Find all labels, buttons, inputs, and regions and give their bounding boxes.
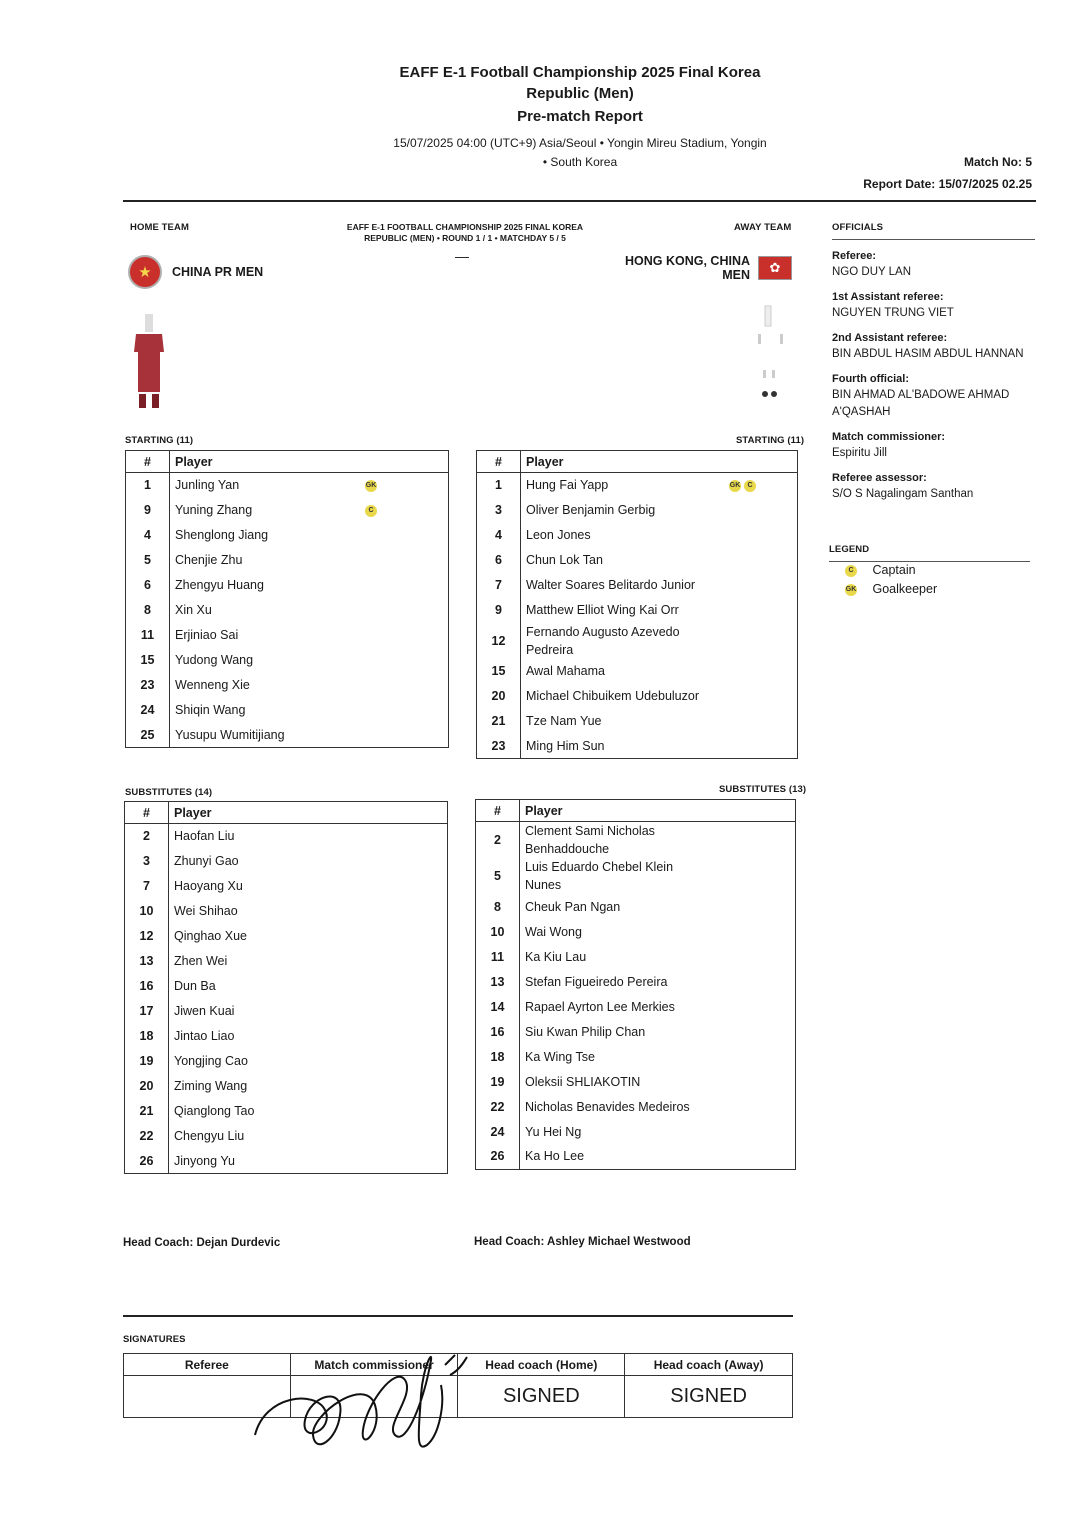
player-name-text: Ka Wing Tse [525, 1049, 595, 1064]
player-number: 18 [476, 1044, 520, 1069]
player-name-text: Tze Nam Yue [526, 714, 602, 728]
player-name-text: Chenjie Zhu [175, 553, 243, 567]
player-number: 17 [125, 999, 169, 1024]
away-team-name-line-2: MEN [722, 268, 750, 282]
player-name [169, 949, 448, 974]
player-name [521, 623, 798, 659]
official-role: Referee: [832, 250, 877, 262]
table-header [126, 451, 449, 473]
player-number: 23 [477, 734, 521, 759]
player-name-text: Ziming Wang [174, 1079, 248, 1093]
table-row [125, 824, 448, 849]
player-name-text: Haofan Liu [174, 829, 235, 844]
player-name-text: Yudong Wang [175, 653, 254, 667]
player-name [521, 498, 798, 523]
player-name-text: Ming Him Sun [526, 738, 605, 753]
player-name [170, 548, 449, 573]
player-name [521, 573, 798, 598]
match-number: Match No: 5 [963, 155, 1032, 169]
table-row [477, 659, 798, 684]
signatures-heading: SIGNATURES [123, 1334, 186, 1345]
captain-badge-icon: C [744, 480, 756, 492]
player-number: 14 [476, 994, 520, 1019]
player-name [169, 974, 448, 999]
table-row [125, 849, 448, 874]
officials-list [832, 248, 1042, 511]
player-number: 26 [476, 1144, 520, 1169]
player-name [520, 1119, 796, 1144]
table-row [126, 523, 449, 548]
official-entry [832, 289, 1042, 322]
player-name-text: Siu Kwan Philip Chan [525, 1024, 646, 1039]
table-row [125, 1049, 448, 1074]
player-name [170, 698, 449, 723]
official-entry [832, 470, 1042, 503]
table-row [125, 974, 448, 999]
away-starting-label: STARTING (11) [736, 435, 805, 446]
player-name [169, 1124, 448, 1149]
player-name-text: Luis Eduardo Chebel Klein Nunes [525, 860, 674, 892]
official-name: NGO DUY LAN [832, 266, 912, 278]
player-name-text: Nicholas Benavides Medeiros [525, 1099, 690, 1114]
player-number: 13 [125, 949, 169, 974]
table-row [126, 548, 449, 573]
player-name-text: Yuning Zhang [175, 503, 253, 517]
player-name [520, 894, 796, 919]
legend-goalkeeper-label: Goalkeeper [872, 582, 938, 596]
country: • South Korea [542, 155, 618, 169]
table-row [476, 1119, 796, 1144]
sig-col-referee: Referee [124, 1354, 291, 1376]
player-name [169, 1049, 448, 1074]
player-name [521, 734, 798, 759]
player-name-text: Jinyong Yu [174, 1153, 235, 1168]
player-number: 16 [125, 974, 169, 999]
legend-captain [842, 563, 916, 577]
table-row [477, 473, 798, 498]
competition-line-2: REPUBLIC (MEN) • ROUND 1 / 1 • MATCHDAY 5 / 5 [364, 233, 566, 243]
table-row [477, 709, 798, 734]
table-row [476, 894, 796, 919]
player-name [520, 1094, 796, 1119]
signatures-divider [123, 1315, 793, 1317]
officials-divider [832, 239, 1035, 240]
player-name-text: Qianglong Tao [174, 1104, 255, 1118]
player-number: 4 [126, 523, 170, 548]
home-starting-table [125, 450, 449, 748]
player-name-text: Clement Sami Nicholas Benhaddouche [525, 824, 655, 856]
player-name [520, 1144, 796, 1169]
officials-heading: OFFICIALS [832, 222, 884, 233]
player-number: 24 [476, 1119, 520, 1144]
score: — [455, 248, 469, 264]
player-name-text: Shenglong Jiang [175, 528, 269, 542]
player-name [170, 523, 449, 548]
player-number: 25 [126, 723, 170, 748]
player-name [170, 473, 449, 498]
player-number: 1 [477, 473, 521, 498]
table-row [125, 899, 448, 924]
player-name [170, 598, 449, 623]
player-name-text: Zhunyi Gao [174, 854, 239, 868]
official-entry [832, 429, 1042, 462]
player-name-text: Rapael Ayrton Lee Merkies [525, 999, 675, 1014]
player-name-text: Matthew Elliot Wing Kai Orr [526, 603, 679, 617]
player-name-text: Wai Wong [525, 924, 582, 939]
goalkeeper-badge-icon: GK [845, 584, 857, 596]
player-name [170, 723, 449, 748]
table-row [476, 1069, 796, 1094]
player-name [169, 1074, 448, 1099]
official-name: BIN ABDUL HASIM ABDUL HANNAN [832, 348, 1024, 360]
player-number: 7 [125, 874, 169, 899]
official-entry [832, 371, 1042, 421]
table-row [477, 623, 798, 659]
home-team-name: CHINA PR MEN [172, 265, 264, 279]
player-name-text: Haoyang Xu [174, 879, 243, 893]
official-name: S/O S Nagalingam Santhan [832, 488, 974, 500]
player-name [169, 824, 448, 849]
official-role: 2nd Assistant referee: [832, 332, 948, 344]
hong-kong-flag-icon: ✿ [758, 256, 792, 280]
player-name-text: Ka Kiu Lau [525, 949, 587, 964]
table-row [125, 1024, 448, 1049]
player-number: 7 [477, 573, 521, 598]
player-name [170, 623, 449, 648]
table-row [126, 698, 449, 723]
away-team-label: AWAY TEAM [734, 222, 792, 233]
player-number: 23 [126, 673, 170, 698]
player-number: 1 [126, 473, 170, 498]
report-date: Report Date: 15/07/2025 02.25 [863, 177, 1032, 191]
player-name [520, 822, 796, 859]
sig-head-coach-away: SIGNED [670, 1385, 747, 1407]
player-number: 10 [476, 919, 520, 944]
legend-divider [829, 561, 1030, 562]
player-name-text: Ka Ho Lee [525, 1149, 585, 1164]
player-number: 21 [125, 1099, 169, 1124]
player-name [521, 684, 798, 709]
player-number: 24 [126, 698, 170, 723]
table-row [477, 498, 798, 523]
player-name [170, 573, 449, 598]
table-row [476, 1019, 796, 1044]
table-row [125, 1149, 448, 1174]
player-name [169, 1149, 448, 1174]
table-row [126, 598, 449, 623]
player-name-text: Cheuk Pan Ngan [525, 899, 621, 914]
player-name-text: Yongjing Cao [174, 1054, 248, 1068]
sig-col-head-coach-home: Head coach (Home) [458, 1354, 625, 1376]
table-row [476, 994, 796, 1019]
player-name [169, 924, 448, 949]
player-number: 22 [476, 1094, 520, 1119]
table-row [126, 673, 449, 698]
player-number: 16 [476, 1019, 520, 1044]
table-row [477, 734, 798, 759]
sig-col-match-commissioner: Match commissioner [290, 1354, 458, 1376]
table-row [125, 874, 448, 899]
home-subs-label: SUBSTITUTES (14) [125, 787, 213, 798]
player-number: 13 [476, 969, 520, 994]
player-name [169, 874, 448, 899]
table-row [126, 473, 449, 498]
player-number: 19 [476, 1069, 520, 1094]
player-name [521, 548, 798, 573]
player-column-header: Player [520, 800, 796, 822]
official-name: BIN AHMAD AL'BADOWE AHMAD A'QASHAH [832, 389, 1010, 418]
player-name [170, 498, 449, 523]
home-kit-icon [128, 312, 172, 410]
goalkeeper-badge-icon: GK [729, 480, 741, 492]
player-name [521, 659, 798, 684]
player-name-text: Xin Xu [175, 603, 212, 617]
player-number: 10 [125, 899, 169, 924]
player-number: 2 [476, 822, 520, 859]
player-name [520, 919, 796, 944]
player-number: 26 [125, 1149, 169, 1174]
legend-heading: LEGEND [829, 544, 870, 555]
player-name [169, 1024, 448, 1049]
player-badges [362, 478, 377, 492]
table-row [125, 1124, 448, 1149]
player-name-text: Walter Soares Belitardo Junior [526, 578, 696, 592]
table-row [126, 573, 449, 598]
away-team-name [600, 254, 750, 282]
table-row [126, 648, 449, 673]
player-name [520, 1069, 796, 1094]
official-role: Fourth official: [832, 373, 909, 385]
player-name [170, 648, 449, 673]
table-row [125, 1099, 448, 1124]
player-number: 11 [126, 623, 170, 648]
table-header [477, 451, 798, 473]
legend-goalkeeper [842, 582, 937, 596]
table-row [477, 684, 798, 709]
player-name [169, 849, 448, 874]
player-number: 18 [125, 1024, 169, 1049]
player-number: 12 [125, 924, 169, 949]
title-line-3: Pre-match Report [517, 108, 643, 125]
table-row [125, 999, 448, 1024]
number-column-header: # [125, 802, 169, 824]
player-number: 22 [125, 1124, 169, 1149]
away-team-name-line-1: HONG KONG, CHINA [625, 254, 750, 268]
player-name-text: Shiqin Wang [175, 703, 246, 717]
table-row [125, 949, 448, 974]
official-role: 1st Assistant referee: [832, 291, 944, 303]
player-name-text: Oliver Benjamin Gerbig [526, 503, 656, 517]
away-subs-table [475, 799, 796, 1170]
official-role: Match commissioner: [832, 431, 946, 443]
player-number: 6 [126, 573, 170, 598]
china-flag-icon: ★ [128, 255, 162, 289]
player-number: 19 [125, 1049, 169, 1074]
player-name [169, 999, 448, 1024]
player-name [169, 899, 448, 924]
player-name-text: Jiwen Kuai [174, 1004, 235, 1018]
table-row [477, 573, 798, 598]
player-name [520, 1019, 796, 1044]
player-number: 20 [125, 1074, 169, 1099]
player-name-text: Dun Ba [174, 979, 216, 993]
player-name-text: Zhengyu Huang [175, 578, 264, 592]
player-number: 11 [476, 944, 520, 969]
away-subs-label: SUBSTITUTES (13) [719, 784, 807, 795]
competition-line-1: EAFF E-1 FOOTBALL CHAMPIONSHIP 2025 FINAL KOREA [346, 222, 584, 232]
table-header [125, 802, 448, 824]
captain-badge-icon: C [365, 505, 377, 517]
player-column-header: Player [521, 451, 798, 473]
player-name-text: Chengyu Liu [174, 1129, 245, 1143]
competition-info [330, 222, 600, 244]
title-line-1: EAFF E-1 Football Championship 2025 Final Korea [399, 64, 761, 81]
table-row [125, 924, 448, 949]
player-name [520, 944, 796, 969]
player-name [520, 858, 796, 894]
player-number: 3 [125, 849, 169, 874]
player-number: 15 [477, 659, 521, 684]
player-name-text: Jintao Liao [174, 1029, 235, 1043]
table-row [476, 969, 796, 994]
player-badges [726, 478, 756, 492]
away-kit-icon [750, 300, 790, 400]
table-row [126, 723, 449, 748]
title-line-2: Republic (Men) [526, 85, 634, 102]
player-name [520, 969, 796, 994]
player-number: 3 [477, 498, 521, 523]
player-column-header: Player [169, 802, 448, 824]
player-name-text: Leon Jones [526, 528, 591, 542]
player-number: 2 [125, 824, 169, 849]
player-number: 20 [477, 684, 521, 709]
table-header [476, 800, 796, 822]
player-name-text: Junling Yan [175, 478, 240, 493]
number-column-header: # [477, 451, 521, 473]
player-column-header: Player [170, 451, 449, 473]
home-head-coach: Head Coach: Dejan Durdevic [123, 1237, 281, 1249]
player-name [521, 598, 798, 623]
player-name-text: Fernando Augusto Azevedo Pedreira [526, 624, 680, 657]
table-row [476, 1094, 796, 1119]
table-row [477, 523, 798, 548]
player-name [521, 523, 798, 548]
player-badges [362, 503, 377, 517]
match-datetime-venue [360, 134, 800, 172]
player-name [520, 1044, 796, 1069]
player-name-text: Erjiniao Sai [175, 628, 239, 642]
table-row [476, 1144, 796, 1169]
header-divider [123, 200, 1036, 202]
report-title [300, 62, 860, 127]
home-subs-table [124, 801, 448, 1174]
away-head-coach: Head Coach: Ashley Michael Westwood [474, 1236, 691, 1248]
home-starting-label: STARTING (11) [125, 435, 194, 446]
table-row [477, 548, 798, 573]
player-number: 15 [126, 648, 170, 673]
handwritten-signature-icon [245, 1335, 475, 1460]
table-row [476, 1044, 796, 1069]
player-name [169, 1099, 448, 1124]
official-name: NGUYEN TRUNG VIET [832, 307, 954, 319]
player-name-text: Wenneng Xie [175, 678, 250, 692]
player-name [170, 673, 449, 698]
player-name-text: Zhen Wei [174, 954, 228, 968]
legend-captain-label: Captain [872, 563, 916, 577]
player-name-text: Hung Fai Yapp [526, 478, 609, 493]
captain-badge-icon: C [845, 565, 857, 577]
official-role: Referee assessor: [832, 472, 927, 484]
sig-col-head-coach-away: Head coach (Away) [625, 1354, 793, 1376]
player-name [521, 473, 798, 498]
table-row [126, 623, 449, 648]
home-team-label: HOME TEAM [130, 222, 189, 233]
player-number: 9 [126, 498, 170, 523]
table-row [125, 1074, 448, 1099]
player-number: 9 [477, 598, 521, 623]
table-row [126, 498, 449, 523]
player-number: 12 [477, 623, 521, 659]
player-name-text: Wei Shihao [174, 904, 238, 918]
table-row [476, 919, 796, 944]
player-name-text: Michael Chibuikem Udebuluzor [526, 689, 699, 703]
sig-head-coach-home: SIGNED [458, 1376, 625, 1418]
player-name-text: Yu Hei Ng [525, 1124, 582, 1139]
table-row [476, 944, 796, 969]
player-name [521, 709, 798, 734]
number-column-header: # [476, 800, 520, 822]
player-number: 4 [477, 523, 521, 548]
away-starting-table [476, 450, 798, 759]
player-name [520, 994, 796, 1019]
datetime-venue: 15/07/2025 04:00 (UTC+9) Asia/Seoul • Yongin Mireu Stadium, Yongin [393, 136, 767, 150]
number-column-header: # [126, 451, 170, 473]
official-entry [832, 248, 1042, 281]
player-number: 6 [477, 548, 521, 573]
player-name-text: Yusupu Wumitijiang [175, 727, 285, 742]
goalkeeper-badge-icon: GK [365, 480, 377, 492]
table-row [476, 858, 796, 894]
player-number: 5 [126, 548, 170, 573]
player-number: 8 [476, 894, 520, 919]
player-name-text: Stefan Figueiredo Pereira [525, 974, 668, 989]
table-row [477, 598, 798, 623]
player-number: 5 [476, 858, 520, 894]
table-row [476, 822, 796, 859]
player-name-text: Oleksii SHLIAKOTIN [525, 1074, 641, 1089]
player-number: 21 [477, 709, 521, 734]
player-name-text: Awal Mahama [526, 664, 605, 678]
official-entry [832, 330, 1042, 363]
player-name-text: Qinghao Xue [174, 929, 247, 943]
official-name: Espiritu Jill [832, 447, 887, 459]
player-number: 8 [126, 598, 170, 623]
player-name-text: Chun Lok Tan [526, 553, 603, 567]
